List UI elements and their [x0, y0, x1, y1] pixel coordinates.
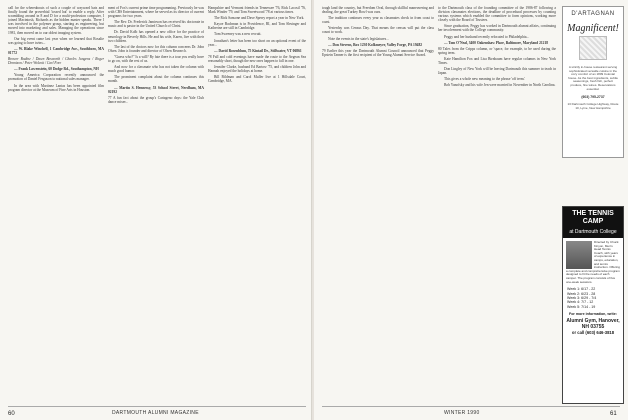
paragraph: Tom Sweeney was a new recruit. — [214, 32, 262, 37]
footer-rule — [8, 406, 306, 407]
paragraph: Jennifer Clarke, husband Ed Bartow '75, and children John and Hannah enjoyed the holidays at home. — [208, 65, 306, 74]
musketeer-illustration-icon — [579, 36, 607, 60]
right-column-1 — [322, 6, 434, 402]
left-column-2 — [108, 6, 204, 402]
ad-headline: THE TENNIS CAMP — [563, 207, 623, 229]
class-year-entry: 80 Tales from the Cripps column, or 'space, for example, to be used during the spring term. — [438, 46, 556, 55]
session-item: Week 2: 6/23 - 28 — [567, 291, 596, 296]
paragraph: The tradition continues every year as classmates check in from coast to coast. — [322, 16, 434, 25]
paragraph: Bob Yanofsky and his wife Jen were married in November in North Carolina. — [444, 83, 556, 88]
paragraph: "Guess who?" Is a will? By fate there is a tour you really have to go on, with the rest of us. — [108, 54, 204, 64]
signature: — Tom O'Neal, 3400 Oakenshaw Place, Baltimore, Maryland 21218 — [444, 40, 549, 45]
session-item: Week 5: 7/14 - 19 — [567, 304, 596, 309]
paragraph: tough land the country, but Freedom Oval, through skillful maneuvering and dealing, the great Turkey Bowl was ours. — [322, 6, 434, 15]
paragraph: Kate Hamilton Fox and Lisa Birnbaum have regular columns in New York Times. — [438, 56, 556, 66]
paragraph: Don Lingley of New York will be leaving Dartmouth this summer to teach in Japan. — [438, 67, 556, 76]
ad-copy: A strictly in-house restaurant serving sophisticated versatile cuisine in the cozy comfort of an 1809 Colonial house. As the best ingredients, subtle seasonings, fresh fish, perfect produce, fine wines. Reservations essential. — [568, 65, 618, 91]
signature: — Martin S. Hennessy, 53 School Street, Needham, MA 02192 — [108, 85, 204, 94]
paragraph: ment of Fox's current prime time programming. Previously he was with CBS Entertainment, where he served as its director of current programs for two years. — [108, 6, 204, 19]
session-item: Week 4: 7/7 - 12 — [567, 300, 594, 305]
right-page — [314, 0, 628, 420]
paragraph: The Rev. Dr. Frederick Jamieson has received his doctorate in music and is pastor in the United Church of Christ. — [108, 20, 204, 29]
paragraph: The Rick Sansone and Dave Sperry report a year in New York. — [214, 16, 305, 21]
session-item: Week 3: 6/29 - 7/4 — [567, 295, 597, 300]
running-footer: WINTER 1990 — [444, 410, 480, 416]
tennis-camp-ad[interactable] — [562, 206, 624, 404]
signature: — W. Blake Winchell, 1 Cambridge Ave., Southboro, MA 01772 — [8, 46, 104, 55]
paragraph: This gives a whole new meaning to the phrase 'off term.' — [444, 77, 526, 82]
running-footer: DARTMOUTH ALUMNI MAGAZINE — [112, 410, 199, 416]
ad-phone: (603) 795-2737 — [581, 95, 605, 100]
paragraph: to the Dartmouth class of the founding committee of the 1986-87 following a division classmates elections, the deadline of procedural processes by counting various systems which enabled the committee to form opinions, working more closely with the Board of Trustees. — [438, 6, 556, 23]
paragraph: And now for a classmate who has not taken the column with much good humor. — [108, 65, 204, 74]
left-page — [0, 0, 312, 420]
page-number: 60 — [8, 411, 15, 417]
ad-copy: Directed by Chuck Kinyon, Men's Head Tennis Coach, with years of experience in camps, education, and tennis instruction. Offering a complete and comprehensive program designed to fit the needs of each camper. The program consists of five one-week sessions. — [566, 240, 620, 284]
page-number: 61 — [610, 411, 617, 417]
paragraph: Peggy and her husband recently relocated to Philadelphia... — [444, 34, 530, 39]
ad-info: For more information, write: — [569, 312, 617, 317]
ad-location: 13 Dartmouth College Highway, Route 10, Lyme, New Hampshire — [567, 102, 619, 110]
paragraph: call for the whereabouts of such a couple of wayward bats and finally found the proverbial 'tossed hat' to enable a reply. After scrambling around in 8 and D for a multi-profession computer, I joined Macintosh, Richards as the hidden master speaks. There I was involved in the polymer group, starting as engineering, but moved into marketing and sales. Managing the operations since 1981, then moved on to our oldest imaging system. — [8, 6, 104, 35]
paragraph: Dr. David Kolb has opened a new office for the practice of neurology in Beverly Hills. He and his wife, Karen, live with their two children. — [108, 30, 204, 43]
signature: — Don Stevens, Box 1230 Kolkmeyer, Valley Forge, PA 19482 — [328, 42, 423, 47]
paragraph: In the area with Martinez Lantas has been appointed film program director at the Museum of Fine Arts in Houston. — [8, 83, 104, 92]
dartagnan-ad[interactable] — [562, 6, 624, 158]
paragraph: Since graduation, Peggy has worked in Dartmouth alumni affairs, continuing her involvement with the College community. — [438, 24, 556, 33]
ad-address: Alumni Gym, Hanover, NH 03755 — [566, 318, 620, 331]
signature: — Frank Lowenstein, 60 Dodge Rd., Southampton, NH — [14, 67, 99, 72]
ad-subhead: at Dartmouth College — [563, 229, 623, 238]
paragraph: The prominent complaint about the column continues this month. — [108, 75, 204, 84]
session-list — [563, 287, 623, 309]
left-column-3 — [208, 6, 306, 402]
class-year-entry: 77 A fun fact about the group's Cartageno days: the Yale Club dance mixer... — [108, 95, 204, 104]
paragraph: Young America Corporation recently announced the promotion of Daniel Ferguson to national sales manager. — [8, 73, 104, 82]
signature: — David Rosenblum, 75 Kintail Dr., Stillwater, VT 06861 — [214, 48, 302, 53]
footer-rule — [322, 406, 620, 407]
coach-photo — [566, 241, 592, 269]
paragraph: Bill Bildman and Carol Muller live at 1 Hillsdale Court, Cambridge, MA. — [208, 75, 306, 84]
paragraph: Hampshire and Vermont friends in Tennessee '76, Rick Lacosil '76, Mark Winder '79, and Tom Sweetwood '78 at various times. — [208, 6, 306, 15]
right-column-2 — [438, 6, 556, 402]
ad-brand: D'ARTAGNAN — [571, 11, 615, 17]
ad-headline: Magnificent! — [567, 23, 619, 34]
paragraph: Our big event came last year when we learned that Rosalie was going to have twins... — [8, 36, 104, 45]
paragraph: Note the events in the state's legislatures... — [328, 36, 389, 41]
paragraph: The last of the doctors now for this column concerns Dr. John Olsen. John is founder and director of Olsen Research. — [108, 44, 204, 53]
class-year-entry: 78 Fall and cold evenings have made the route to the Aegean Sea reasonably short, though the new ones happen to fall in one. — [208, 54, 306, 63]
paragraph: Jonathan's letter has been too short on an optional event of the year... — [208, 38, 306, 47]
session-item: Week 1: 6/17 - 22 — [567, 287, 596, 292]
paragraph: Yesterday was Census Day. That means the census will put the class count to work. — [322, 26, 434, 35]
name-list: Brower Bodine / Dawn Bosworth / Charles Jungens / Roger Dennison / Peter Wolcott / Carl Fore — [8, 57, 104, 66]
paragraph: Kayoe Bachman is in Providence, RI, and Tom Slesinger and Katherine are still in Cambridge. — [208, 22, 306, 31]
class-year-entry: 79 Earlier this year the Dartmouth Alumni Council announced that Peggy Epstein Tanner is the first recipient of the Young Alumni Service Award. — [322, 48, 434, 57]
left-column-1 — [8, 6, 104, 402]
ad-phone: or call (603) 646-3818 — [571, 330, 615, 336]
